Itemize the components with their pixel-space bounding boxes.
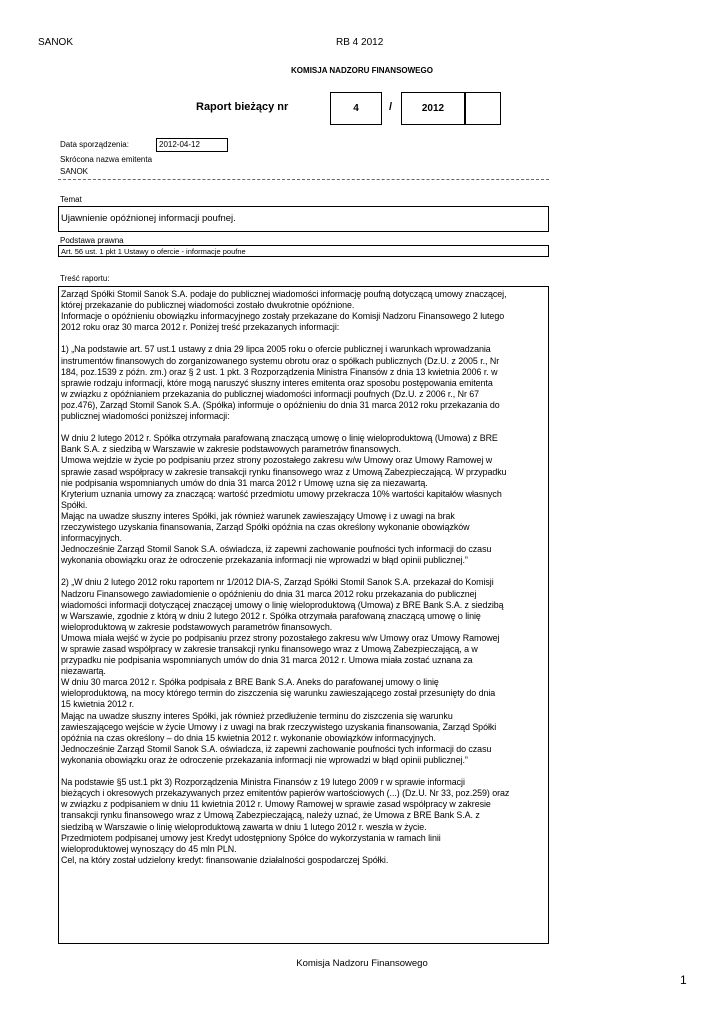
topic-value: Ujawnienie opóźnionej informacji poufnej. bbox=[61, 213, 236, 224]
divider bbox=[58, 179, 549, 180]
topic-field bbox=[58, 206, 549, 232]
legal-basis-field bbox=[58, 245, 549, 257]
legal-basis-value: Art. 56 ust. 1 pkt 1 Ustawy o ofercie - informacje poufne bbox=[61, 247, 246, 256]
page-number: 1 bbox=[680, 973, 687, 987]
report-separator: / bbox=[389, 101, 393, 113]
legal-basis-label: Podstawa prawna bbox=[60, 236, 124, 245]
report-extra-box bbox=[465, 92, 501, 125]
report-content: Zarząd Spółki Stomil Sanok S.A. podaje do publicznej wiadomości informację poufną dotyczącą umowy znaczącej, której przekazanie do publicznej wiadomości zostało dwukrotnie opóźnione. Informacje o opóźnieniu obowiązku informacyjnego zostały przekazane do Komisji Nadzoru Finansowego 2 lutego 2012 roku oraz 30 marca 2012 r. Poniżej treść przekazanych informacji: 1) „Na podstawie art. 57 ust.1 ustawy z dnia 29 lipca 2005 roku o ofercie publicznej i warunkach wprowadzania instrumentów finansowych do zorganizowanego systemu obrotu oraz o spółkach publicznych (Dz.U. z 2005 r., Nr 184, poz.1539 z późn. zm.) oraz § 2 ust. 1 pkt. 3 Rozporządzenia Ministra Finansów z dnia 13 kwietnia 2006 r. w sprawie rodzaju informacji, które mogą naruszyć słuszny interes emitenta oraz sposobu postępowania emitenta w związku z opóźnianiem przekazania do publicznej wiadomości informacji poufnych (Dz.U. z 2006 r., Nr 67 poz.476), Zarząd Stomil Sanok S.A. (Spółka) informuje o opóźnieniu do dnia 31 marca 2012 roku przekazania do publicznej wiadomości poniższej informacji: W dniu 2 lutego 2012 r. Spółka otrzymała parafowaną znaczącą umowę o linię wieloproduktową (Umowa) z BRE Bank S.A. z siedzibą w Warszawie w zakresie podstawowych parametrów finansowych. Umowa wejdzie w życie po podpisaniu przez strony pozostałego zakresu w/w Umowy oraz Umowy Ramowej w sprawie zasad współpracy w zakresie transakcji rynku finansowego wraz z Umową Zabezpieczającą. W przypadku nie podpisania wspomnianych umów do dnia 31 marca 2012 r Umowę uzna się za niezawartą. Kryterium uznania umowy za znaczącą: wartość przedmiotu umowy przekracza 10% wartości kapitałów własnych Spółki. Mając na uwadze słuszny interes Spółki, jak również warunek zawieszający Umowę i z uwagi na brak rzeczywistego uzyskania finansowania, Zarząd Spółki opóźnia na czas określony wykonanie obowiązków informacyjnych. Jednocześnie Zarząd Stomil Sanok S.A. oświadcza, iż zapewni zachowanie poufności tych informacji do czasu wykonania obowiązku oraz że odroczenie przekazania informacji nie wprowadzi w błąd opinii publicznej.” 2) „W dniu 2 lutego 2012 roku raportem nr 1/2012 DIA-S, Zarząd Spółki Stomil Sanok S.A. przekazał do Komisji Nadzoru Finansowego zawiadomienie o opóźnieniu do dnia 31 marca 2012 roku przekazania do publicznej wiadomości informacji dotyczącej znaczącej umowy o linię wieloproduktową (Umowa) z BRE Bank S.A. z siedzibą w Warszawie, zgodnie z którą w dniu 2 lutego 2012 r. Spółka otrzymała parafowaną znaczącą umowę o linię wieloproduktową w zakresie podstawowych parametrów finansowych. Umowa miała wejść w życie po podpisaniu przez strony pozostałego zakresu w/w Umowy oraz Umowy Ramowej w sprawie zasad współpracy w zakresie transakcji rynku finansowego wraz z Umową Zabezpieczającą, a w przypadku nie podpisania wspomnianych umów do dnia 31 marca 2012 r. Umowa miała zostać uznana za niezawartą. W dniu 30 marca 2012 r. Spółka podpisała z BRE Bank S.A. Aneks do parafowanej umowy o linię wieloproduktową, na mocy którego termin do ziszczenia się warunku zawieszającego został przesunięty do dnia 15 kwietnia 2012 r. Mając na uwadze słuszny interes Spółki, jak również przedłużenie terminu do ziszczenia się warunku zawieszającego wejście w życie Umowy i z uwagi na brak rzeczywistego uzyskania finansowania, Zarząd Spółki opóźnia na czas określony – do dnia 15 kwietnia 2012 r. wykonanie obowiązków informacyjnych. Jednocześnie Zarząd Stomil Sanok S.A. oświadcza, iż zapewni zachowanie poufności tych informacji do czasu wykonania obowiązku oraz że odroczenie przekazania informacji nie wprowadzi w błąd opinii publicznej.” Na podstawie §5 ust.1 pkt 3) Rozporządzenia Ministra Finansów z 19 lutego 2009 r w sprawie informacji bieżących i okresowych przekazywanych przez emitentów papierów wartościowych (...) (Dz.U. Nr 33, poz.259) oraz w związku z podpisaniem w dniu 11 kwietnia 2012 r. Umowy Ramowej w sprawie zasad współpracy w zakresie transakcji rynku finansowego wraz z Umową Zabezpieczającą, należy uznać, że Umowa z BRE Bank S.A. z siedzibą w Warszawie o linię wieloproduktową zawarta w dniu 1 lutego 2012 r. weszła w życie. Przedmiotem podpisanej umowy jest Kredyt udostępniony Spółce do wykorzystania w ramach linii wieloproduktowej wynoszący do 45 mln PLN. Cel, na który został udzielony kredyt: finansowanie działalności gospodarczej Spółki. bbox=[61, 289, 510, 865]
topic-label: Temat bbox=[60, 195, 82, 204]
footer-agency: Komisja Nadzoru Finansowego bbox=[296, 958, 428, 969]
agency-title: KOMISJA NADZORU FINANSOWEGO bbox=[291, 66, 433, 75]
header-issuer: SANOK bbox=[38, 37, 74, 48]
report-title: Raport bieżący nr bbox=[196, 101, 289, 113]
short-name-value: SANOK bbox=[60, 167, 89, 176]
report-number: 4 bbox=[353, 103, 359, 114]
date-field bbox=[156, 138, 228, 152]
report-year-box bbox=[401, 92, 465, 125]
content-box bbox=[58, 286, 549, 944]
date-label: Data sporządzenia: bbox=[60, 140, 129, 149]
content-label: Treść raportu: bbox=[60, 274, 110, 283]
report-year: 2012 bbox=[421, 103, 445, 114]
date-value: 2012-04-12 bbox=[159, 140, 200, 149]
short-name-label: Skrócona nazwa emitenta bbox=[60, 155, 153, 164]
report-number-box bbox=[330, 92, 382, 125]
header-report-code: RB 4 2012 bbox=[336, 37, 384, 48]
